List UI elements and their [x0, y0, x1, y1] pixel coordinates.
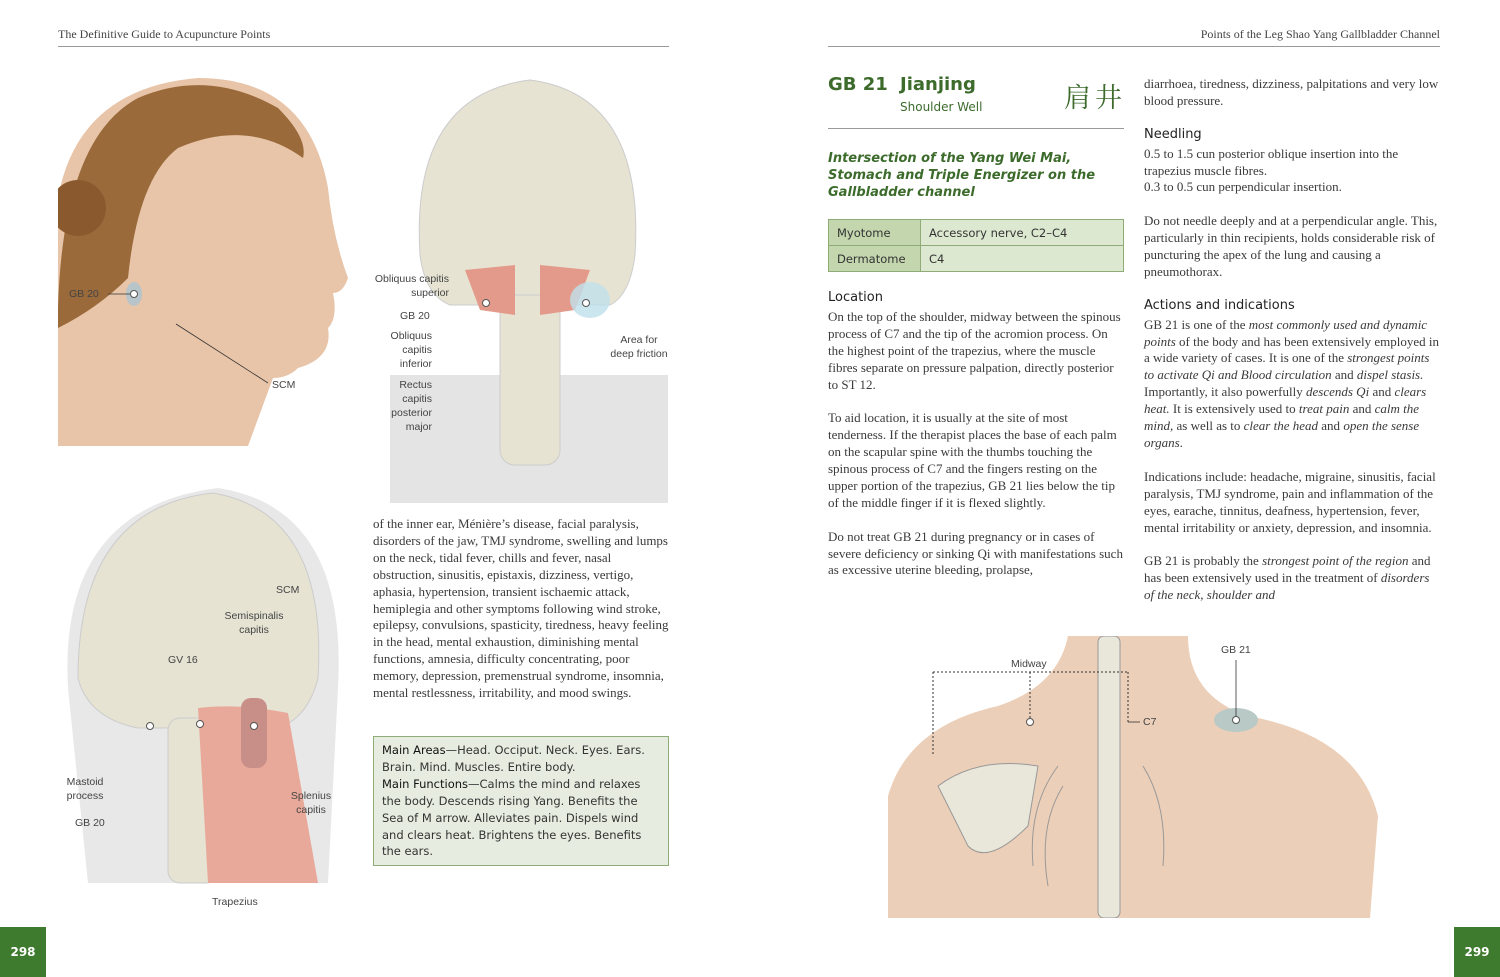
needling-warning: Do not needle deeply and at a perpendicular angle. This, particularly in thin recipients, holds considerable risk of puncturing the apex of the lung and causing a pneumothorax.	[1144, 213, 1438, 279]
emphasis-text: strongest point of the region	[1262, 553, 1409, 569]
label-gb21: GB 21	[1221, 644, 1251, 656]
myotome-dermatome-table	[828, 219, 1124, 272]
emphasis-text: treat pain	[1298, 401, 1350, 417]
label-area-deep-friction: Area for deep friction	[610, 334, 668, 360]
head-side-illustration	[58, 78, 358, 448]
text-segment: It is extensively used to	[1169, 401, 1299, 417]
emphasis-text: open the sense organs	[1144, 418, 1420, 450]
needling-heading: Needling	[1144, 126, 1202, 142]
main-areas-functions-box	[373, 736, 669, 866]
table-key: Myotome	[829, 220, 921, 246]
emphasis-text: strongest points to activate Qi and Blood circulation	[1144, 350, 1430, 383]
table-value: Accessory nerve, C2–C4	[921, 220, 1124, 246]
label-splenius: Splenius capitis	[290, 790, 332, 816]
label-obliquus-superior: Obliquus capitis superior	[374, 273, 449, 299]
main-functions-label: Main Functions	[382, 776, 469, 791]
title-rule	[828, 128, 1124, 129]
text-segment: of the body and has been extensively employed in a wide variety of cases. It is one of the	[1144, 333, 1439, 366]
text-segment: GB 21 is probably the	[1144, 553, 1263, 569]
emphasis-text: calm the mind,	[1144, 401, 1420, 434]
running-head-left: The Definitive Guide to Acupuncture Points	[58, 27, 271, 41]
emphasis-text: clear the head	[1243, 418, 1319, 434]
continued-text: diarrhoea, tiredness, dizziness, palpitations and very low blood pressure.	[1144, 76, 1439, 108]
main-areas-text: —Head. Occiput. Neck. Eyes. Ears. Brain. Mind. Muscles. Entire body.	[382, 743, 645, 774]
table-value: C4	[921, 246, 1124, 272]
text-segment: .	[1179, 434, 1183, 450]
label-rectus-capitis: Rectus capitis posterior major	[391, 379, 432, 433]
table-row	[829, 246, 1124, 272]
needling-line: 0.3 to 0.5 cun perpendicular insertion.	[1144, 179, 1342, 195]
point-translation: Shoulder Well	[900, 100, 983, 114]
header-rule	[828, 46, 1440, 47]
location-paragraph: Do not treat GB 21 during pregnancy or in cases of severe deficiency or sinking Qi with manifestations such as excessive uterine bleeding, prolapse,	[828, 528, 1123, 578]
text-segment: and	[1349, 401, 1375, 417]
label-scm-side: SCM	[272, 379, 296, 391]
main-areas-label: Main Areas	[382, 743, 446, 757]
label-gv16: GV 16	[168, 654, 198, 666]
label-gb20-side: GB 20	[69, 288, 99, 300]
location-heading: Location	[828, 290, 883, 305]
page-number-left: 298	[0, 927, 46, 977]
point-code: GB 21	[828, 74, 888, 95]
label-trapezius: Trapezius	[212, 896, 258, 908]
location-section	[828, 290, 1126, 596]
text-segment: as well as to	[1173, 418, 1244, 434]
emphasis-text: dispel stasis.	[1356, 367, 1424, 383]
text-segment: and	[1331, 367, 1357, 383]
table-row	[829, 220, 1124, 246]
emphasis-text: descends Qi	[1306, 384, 1370, 400]
emphasis-text: clears heat.	[1144, 384, 1427, 417]
actions-heading: Actions and indications	[1144, 297, 1295, 313]
text-segment: GB 21 is one of the	[1144, 316, 1249, 332]
text-segment: and	[1369, 384, 1395, 400]
label-gb20-neck: GB 20	[75, 817, 105, 829]
location-paragraph: To aid location, it is usually at the site of most tenderness. If the therapist places the base of each palm on the scapular spine with the thumbs touching the spinous process of C7 and the fingers resting on the upper portion of the trapezius, GB 21 lies below the tip of the middle finger if it is flexed slightly.	[828, 410, 1117, 510]
indications-paragraph: Indications include: headache, migraine, sinusitis, facial paralysis, TMJ syndrome, pain and inflammation of the eyes, earache, tinnitus, deafness, hypertension, fever, mental irritability or anxiety, depression, and insomnia.	[1144, 468, 1436, 535]
intersection-note: Intersection of the Yang Wei Mai, Stomach and Triple Energizer on the Gallbladder channel	[828, 151, 1096, 200]
text-segment: and	[1318, 418, 1344, 434]
label-scm-back: SCM	[276, 584, 300, 596]
running-head-right: Points of the Leg Shao Yang Gallbladder Channel	[1200, 27, 1440, 41]
table-key: Dermatome	[829, 246, 921, 272]
label-gb20-back: GB 20	[400, 310, 430, 322]
continued-indications-text: of the inner ear, Ménière’s disease, facial paralysis, disorders of the jaw, TMJ syndrome, swelling and lumps on the neck, tidal fever, chills and fever, nasal obstruction, sinusitis, epistaxis, dizziness, vertigo, aphasia, hypertension, transient ischaemic attack, hemiplegia and other symptoms following wind stroke, epilepsy, convulsions, spasticity, tiredness, heavy feeling in the head, mental exhaustion, diminishing mental functions, amnesia, difficulty concentrating, poor memory, depression, premenstrual syndrome, insomnia, mental restlessness, irritability, and mood swings.	[373, 516, 669, 701]
label-mastoid-process: Mastoid process	[66, 776, 104, 802]
point-name: Jianjing	[900, 74, 976, 95]
text-segment: Importantly, it also powerfully	[1144, 384, 1306, 400]
header-rule	[58, 46, 669, 47]
label-semispinalis: Semispinalis capitis	[224, 610, 284, 636]
label-obliquus-inferior: Obliquus capitis inferior	[390, 330, 432, 370]
location-paragraph: On the top of the shoulder, midway between the spinous process of C7 and the tip of the acromion process. On the highest point of the trapezius, where the muscle fibres separate on pressure palpation, directly posterior to ST 12.	[828, 308, 1121, 392]
chinese-characters: 肩井	[1064, 83, 1126, 113]
label-midway: Midway	[1011, 658, 1047, 670]
main-functions-text: —Calms the mind and relaxes the body. Descends rising Yang. Benefits the Sea of M arrow. Alleviates pain. Dispels wind and clears heat. Brightens the eyes. Benefits the ears.	[382, 776, 642, 859]
shoulder-back-illustration	[888, 636, 1388, 918]
emphasis-text: disorders of the neck, shoulder and	[1144, 570, 1430, 603]
needling-line: 0.5 to 1.5 cun posterior oblique insertion into the trapezius muscle fibres.	[1144, 145, 1399, 178]
right-column	[1144, 76, 1442, 621]
strongest-point-paragraph	[1144, 553, 1442, 604]
emphasis-text: most commonly used and dynamic points	[1144, 316, 1428, 349]
text-segment: and has been extensively used in the treatment of	[1144, 553, 1431, 586]
actions-paragraph	[1144, 317, 1442, 452]
page-number-right: 299	[1454, 927, 1500, 977]
label-c7: C7	[1143, 716, 1157, 728]
